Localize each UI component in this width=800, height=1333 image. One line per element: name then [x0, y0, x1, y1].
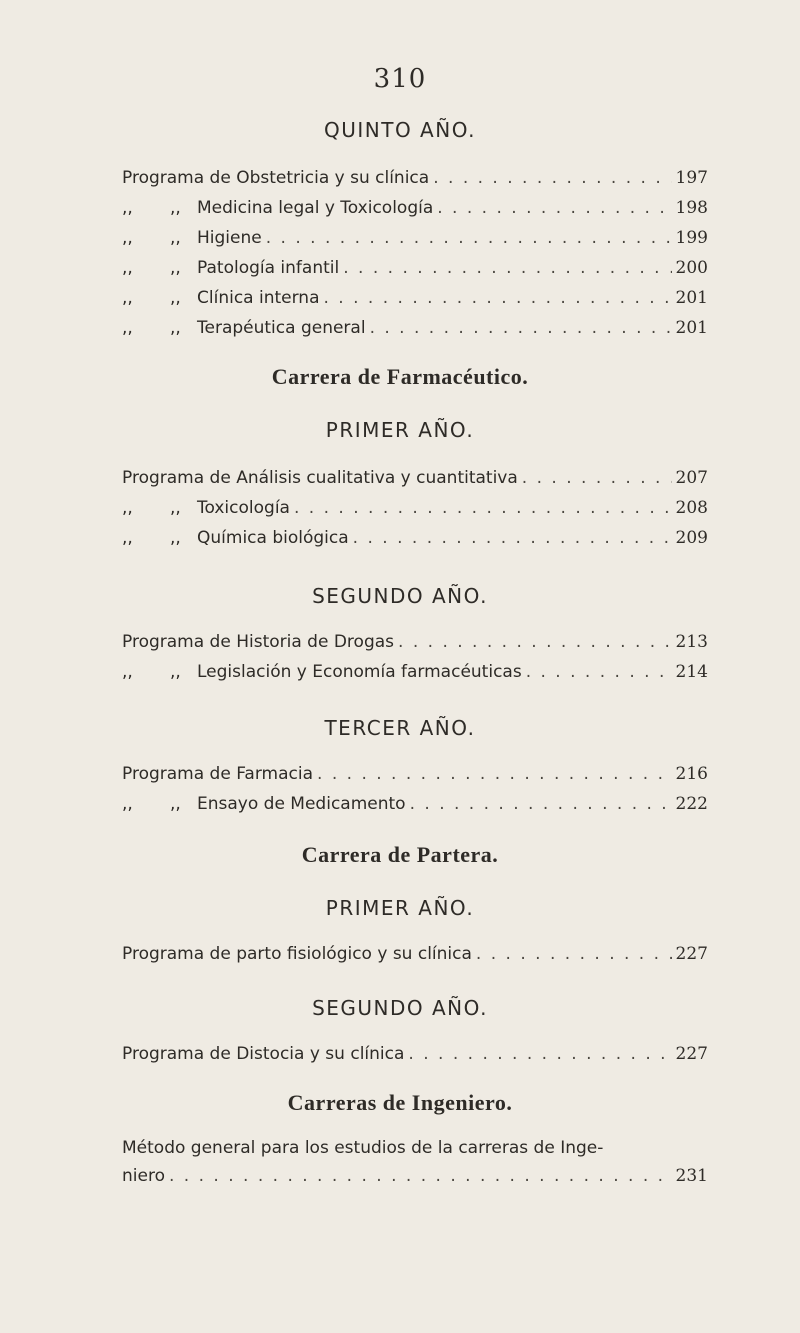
ditto-mark: ,, — [122, 662, 133, 682]
toc-row — [122, 632, 708, 658]
row-prefix: Programa de — [122, 168, 231, 188]
leader-dots — [433, 168, 671, 188]
row-page: 216 — [675, 764, 708, 784]
row-page: 197 — [675, 168, 708, 188]
toc-row — [122, 468, 708, 494]
row-page: 227 — [675, 944, 708, 964]
row-page: 200 — [675, 258, 708, 278]
row-title: Medicina legal y Toxicología — [197, 198, 434, 218]
ditto-mark: ,, — [170, 318, 181, 338]
leader-dots — [317, 764, 672, 784]
toc-row — [122, 944, 708, 970]
row-title: Distocia y su clínica — [236, 1044, 405, 1064]
row-title: Obstetricia y su clínica — [236, 168, 430, 188]
heading-segundo-ano: SEGUNDO AÑO. — [312, 996, 488, 1020]
heading-quinto-ano: QUINTO AÑO. — [324, 118, 476, 142]
ditto-mark: ,, — [170, 228, 181, 248]
row-page: 199 — [675, 228, 708, 248]
row-title: Patología infantil — [197, 258, 340, 278]
toc-row — [122, 288, 708, 314]
toc-row — [122, 794, 708, 820]
row-prefix: Programa de — [122, 468, 231, 488]
row-page: 213 — [675, 632, 708, 652]
row-prefix: Programa de — [122, 764, 231, 784]
leader-dots — [169, 1166, 672, 1186]
ditto-mark: ,, — [170, 258, 181, 278]
row-title: Química biológica — [197, 528, 349, 548]
ditto-mark: ,, — [122, 258, 133, 278]
toc-row — [122, 168, 708, 194]
row-prefix: Programa de — [122, 632, 231, 652]
leader-dots — [266, 228, 672, 248]
heading-tercer-ano: TERCER AÑO. — [324, 716, 476, 740]
page-number: 310 — [373, 64, 427, 94]
leader-dots — [324, 288, 672, 308]
row-page: 201 — [675, 288, 708, 308]
row-title: Ensayo de Medicamento — [197, 794, 406, 814]
toc-row — [122, 258, 708, 284]
toc-row — [122, 764, 708, 790]
row-page: 231 — [675, 1166, 708, 1186]
toc-row — [122, 1166, 708, 1192]
ditto-mark: ,, — [122, 228, 133, 248]
leader-dots — [398, 632, 672, 652]
leader-dots — [408, 1044, 671, 1064]
row-title: Clínica interna — [197, 288, 320, 308]
row-prefix: Programa de — [122, 944, 231, 964]
row-title: Historia de Drogas — [236, 632, 395, 652]
heading-primer-ano: PRIMER AÑO. — [325, 896, 475, 920]
row-title: parto fisiológico y su clínica — [236, 944, 472, 964]
leader-dots — [410, 794, 672, 814]
toc-row — [122, 318, 708, 344]
paragraph-line: Método general para los estudios de la carreras de Inge- — [122, 1138, 604, 1158]
leader-dots — [343, 258, 671, 278]
row-page: 227 — [675, 1044, 708, 1064]
leader-dots — [294, 498, 672, 518]
row-title: Legislación y Economía farmacéuticas — [197, 662, 522, 682]
row-title: Toxicología — [197, 498, 290, 518]
row-prefix: Programa de — [122, 1044, 231, 1064]
row-page: 208 — [675, 498, 708, 518]
ditto-mark: ,, — [170, 528, 181, 548]
toc-row — [122, 498, 708, 524]
heading-segundo-ano: SEGUNDO AÑO. — [312, 584, 488, 608]
leader-dots — [522, 468, 672, 488]
ditto-mark: ,, — [170, 198, 181, 218]
leader-dots — [437, 198, 671, 218]
ditto-mark: ,, — [122, 528, 133, 548]
toc-row — [122, 228, 708, 254]
toc-row — [122, 528, 708, 554]
row-page: 198 — [675, 198, 708, 218]
section-title-ingeniero: Carreras de Ingeniero. — [287, 1090, 513, 1115]
heading-primer-ano: PRIMER AÑO. — [325, 418, 475, 442]
row-page: 214 — [675, 662, 708, 682]
ditto-mark: ,, — [122, 794, 133, 814]
row-title: Análisis cualitativa y cuantitativa — [236, 468, 518, 488]
ditto-mark: ,, — [122, 318, 133, 338]
row-title: Terapéutica general — [197, 318, 366, 338]
toc-row — [122, 662, 708, 688]
section-title-farmaceutico: Carrera de Farmacéutico. — [271, 364, 529, 389]
row-title: Farmacia — [236, 764, 314, 784]
row-title: Higiene — [197, 228, 262, 248]
toc-row — [122, 1044, 708, 1070]
leader-dots — [353, 528, 672, 548]
row-title: niero — [122, 1166, 165, 1186]
ditto-mark: ,, — [170, 288, 181, 308]
ditto-mark: ,, — [122, 198, 133, 218]
leader-dots — [476, 944, 672, 964]
row-page: 201 — [675, 318, 708, 338]
ditto-mark: ,, — [170, 662, 181, 682]
row-page: 209 — [675, 528, 708, 548]
ditto-mark: ,, — [170, 498, 181, 518]
ditto-mark: ,, — [122, 498, 133, 518]
leader-dots — [526, 662, 672, 682]
row-page: 207 — [675, 468, 708, 488]
leader-dots — [370, 318, 672, 338]
ditto-mark: ,, — [170, 794, 181, 814]
row-page: 222 — [675, 794, 708, 814]
section-title-partera: Carrera de Partera. — [301, 842, 499, 867]
toc-row — [122, 198, 708, 224]
ditto-mark: ,, — [122, 288, 133, 308]
